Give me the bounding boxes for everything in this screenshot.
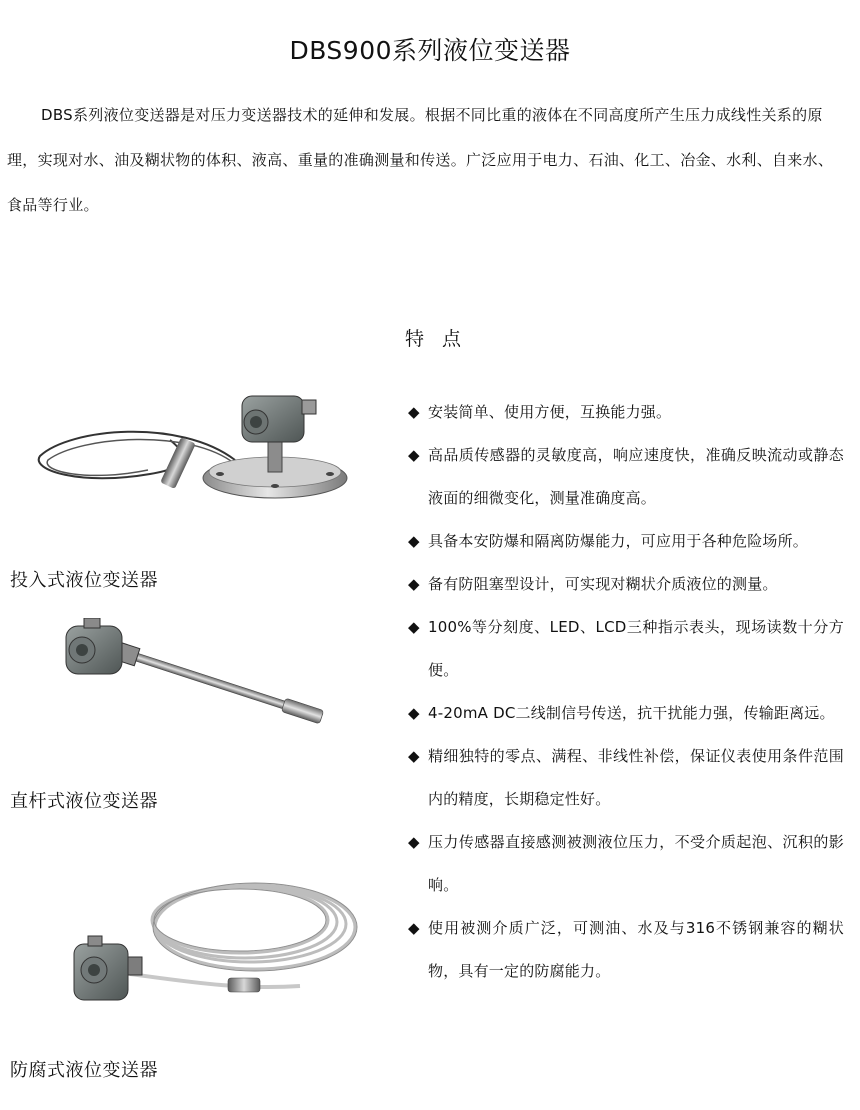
features-heading: 特点 (405, 328, 480, 350)
feature-item: ◆ 4-20mA DC二线制信号传送，抗干扰能力强，传输距离远。 (408, 692, 844, 735)
diamond-bullet-icon: ◆ (408, 833, 420, 851)
features-list (408, 391, 844, 993)
product-label-submersible: 投入式液位变送器 (10, 570, 158, 591)
feature-item: ◆ 压力传感器直接感测被测液位压力，不受介质起泡、沉积的影响。 (408, 821, 844, 907)
product-label-rod: 直杆式液位变送器 (10, 791, 158, 812)
page-title: DBS900系列液位变送器 (289, 35, 571, 65)
feature-item: ◆ 100%等分刻度、LED、LCD三种指示表头，现场读数十分方便。 (408, 606, 844, 692)
diamond-bullet-icon: ◆ (408, 403, 420, 421)
diamond-bullet-icon: ◆ (408, 618, 420, 636)
anticorrosion-transmitter-image (70, 862, 360, 1012)
product-label-anticorrosion: 防腐式液位变送器 (10, 1060, 158, 1081)
diamond-bullet-icon: ◆ (408, 575, 420, 593)
submersible-transmitter-image (30, 378, 360, 508)
diamond-bullet-icon: ◆ (408, 747, 420, 765)
diamond-bullet-icon: ◆ (408, 919, 420, 937)
feature-item: ◆ 使用被测介质广泛，可测油、水及与316不锈钢兼容的糊状物，具有一定的防腐能力。 (408, 907, 844, 993)
rod-transmitter-image (60, 618, 350, 768)
feature-item: ◆ 安装简单、使用方便，互换能力强。 (408, 391, 844, 434)
diamond-bullet-icon: ◆ (408, 704, 420, 722)
feature-item: ◆ 具备本安防爆和隔离防爆能力，可应用于各种危险场所。 (408, 520, 844, 563)
intro-paragraph: DBS系列液位变送器是对压力变送器技术的延伸和发展。根据不同比重的液体在不同高度所产生压力成线性关系的原理，实现对水、油及糊状物的体积、液高、重量的准确测量和传送。广泛应用于电力、石油、化工、冶金、水利、自来水、食品等行业。 (7, 106, 834, 214)
diamond-bullet-icon: ◆ (408, 532, 420, 550)
diamond-bullet-icon: ◆ (408, 446, 420, 464)
feature-item: ◆ 备有防阻塞型设计，可实现对糊状介质液位的测量。 (408, 563, 844, 606)
feature-item: ◆ 高品质传感器的灵敏度高，响应速度快，准确反映流动或静态液面的细微变化，测量准确度高。 (408, 434, 844, 520)
feature-item: ◆ 精细独特的零点、满程、非线性补偿，保证仪表使用条件范围内的精度，长期稳定性好。 (408, 735, 844, 821)
